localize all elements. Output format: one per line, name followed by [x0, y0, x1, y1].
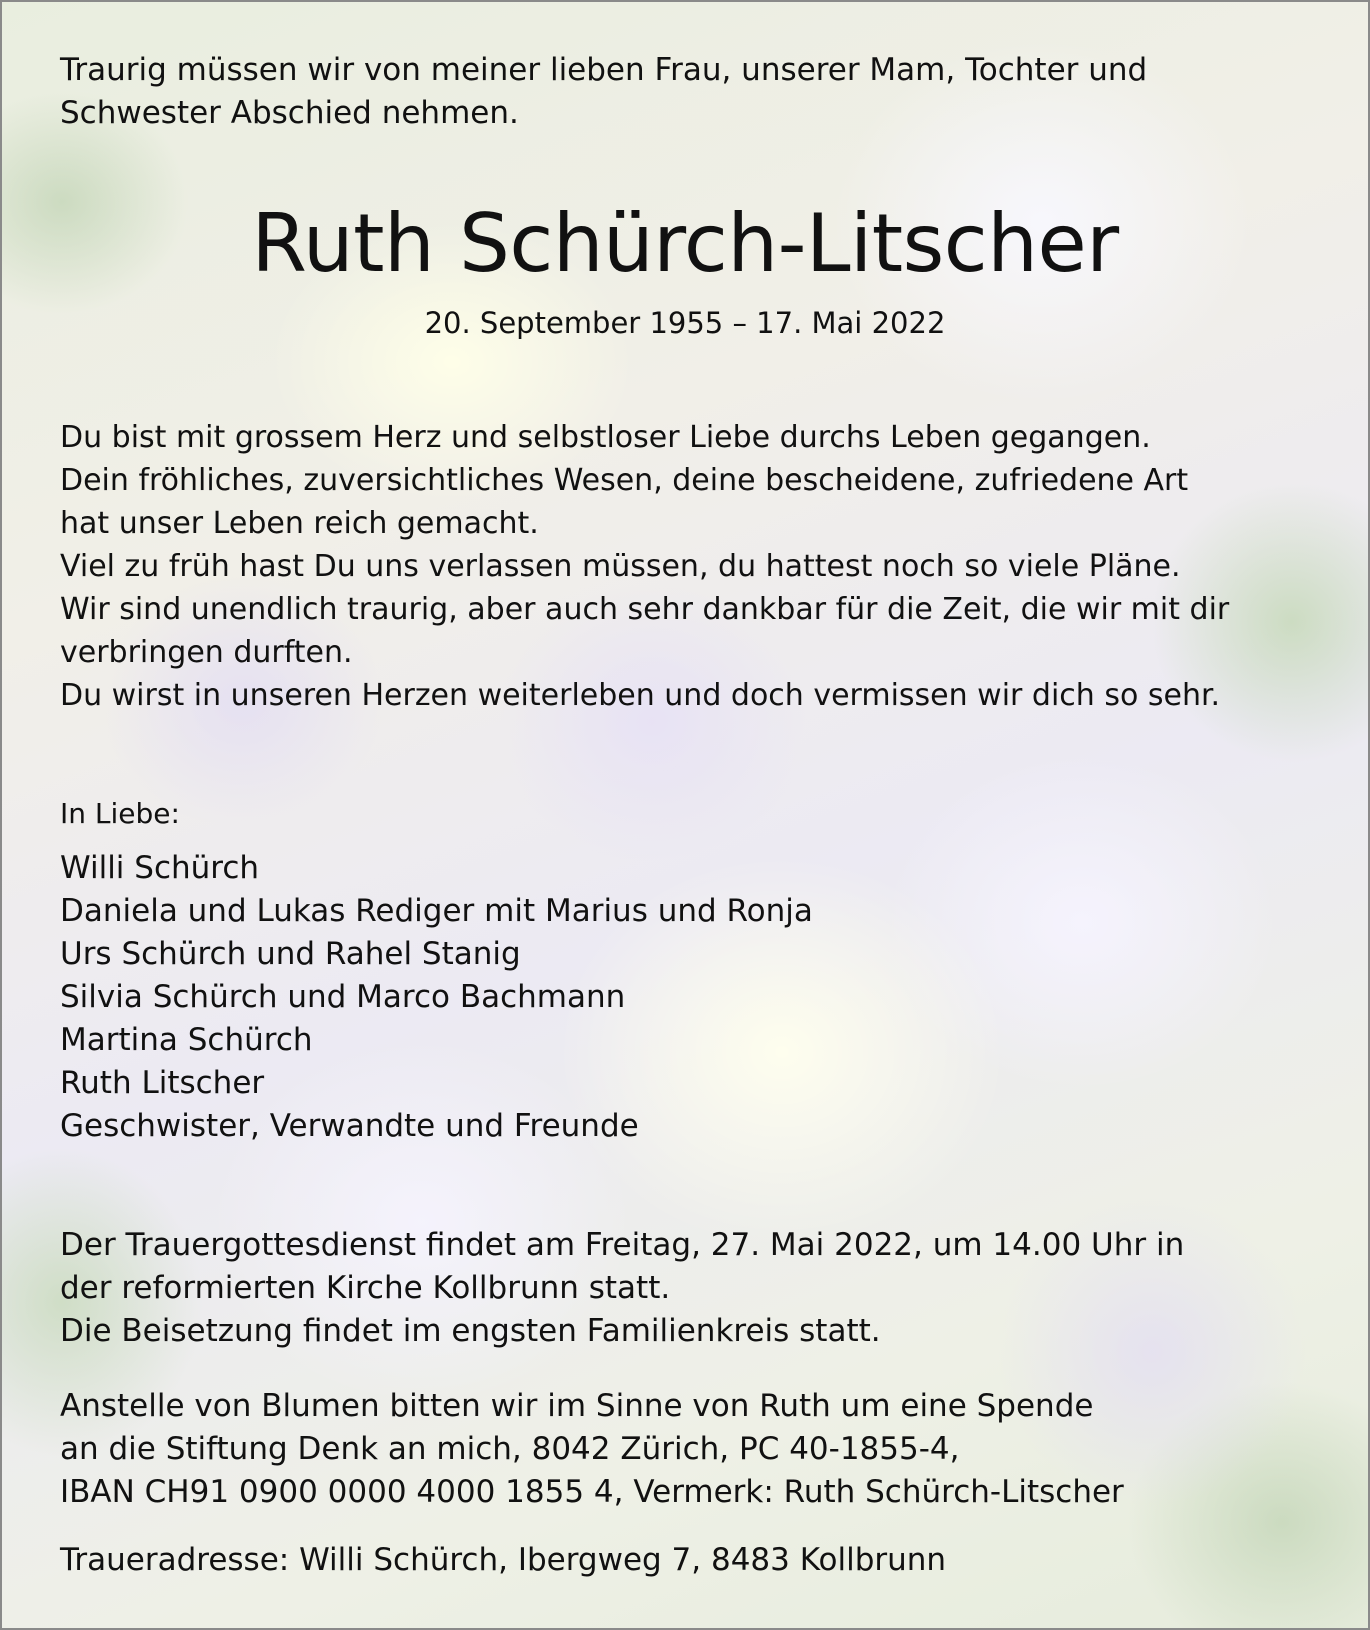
mourner-name: Geschwister, Verwandte und Freunde [60, 1108, 639, 1144]
intro-line: Schwester Abschied nehmen. [60, 95, 519, 131]
donation-line: Anstelle von Blumen bitten wir im Sinne von Ruth um eine Spende [60, 1388, 1094, 1424]
memorial-text [60, 416, 1229, 717]
in-love-label: In Liebe: [60, 797, 180, 830]
intro-line: Traurig müssen wir von meiner lieben Frau, unserer Mam, Tochter und [60, 52, 1148, 88]
donation-line: an die Stiftung Denk an mich, 8042 Zürich, PC 40-1855-4, [60, 1431, 960, 1467]
deceased-name: Ruth Schürch-Litscher [251, 197, 1119, 290]
funeral-service-info [60, 1224, 1184, 1353]
mourners-list [60, 847, 813, 1148]
memorial-line: Dein fröhliches, zuversichtliches Wesen, deine bescheidene, zufriedene Art [60, 463, 1189, 498]
service-line: Die Beisetzung findet im engsten Familienkreis statt. [60, 1313, 881, 1349]
mourner-name: Urs Schürch und Rahel Stanig [60, 936, 521, 972]
mourning-address: Traueradresse: Willi Schürch, Ibergweg 7, 8483 Kollbrunn [60, 1542, 947, 1578]
intro-text [60, 49, 1147, 135]
donation-info [60, 1385, 1124, 1514]
mourner-name: Daniela und Lukas Rediger mit Marius und Ronja [60, 893, 813, 929]
mourner-name: Silvia Schürch und Marco Bachmann [60, 979, 626, 1015]
mourner-name: Willi Schürch [60, 850, 260, 886]
mourner-name: Martina Schürch [60, 1022, 313, 1058]
memorial-line: Du bist mit grossem Herz und selbstloser Liebe durchs Leben gegangen. [60, 420, 1151, 455]
memorial-line: verbringen durften. [60, 635, 353, 670]
donation-line: IBAN CH91 0900 0000 4000 1855 4, Vermerk: Ruth Schürch-Litscher [60, 1474, 1124, 1510]
service-line: der reformierten Kirche Kollbrunn statt. [60, 1270, 671, 1306]
memorial-line: Wir sind unendlich traurig, aber auch sehr dankbar für die Zeit, die wir mit dir [60, 592, 1230, 627]
memorial-line: Viel zu früh hast Du uns verlassen müssen, du hattest noch so viele Pläne. [60, 549, 1181, 584]
life-dates: 20. September 1955 – 17. Mai 2022 [424, 306, 946, 340]
memorial-line: hat unser Leben reich gemacht. [60, 506, 539, 541]
service-line: Der Trauergottesdienst findet am Freitag, 27. Mai 2022, um 14.00 Uhr in [60, 1227, 1185, 1263]
mourner-name: Ruth Litscher [60, 1065, 265, 1101]
memorial-line: Du wirst in unseren Herzen weiterleben und doch vermissen wir dich so sehr. [60, 678, 1221, 713]
